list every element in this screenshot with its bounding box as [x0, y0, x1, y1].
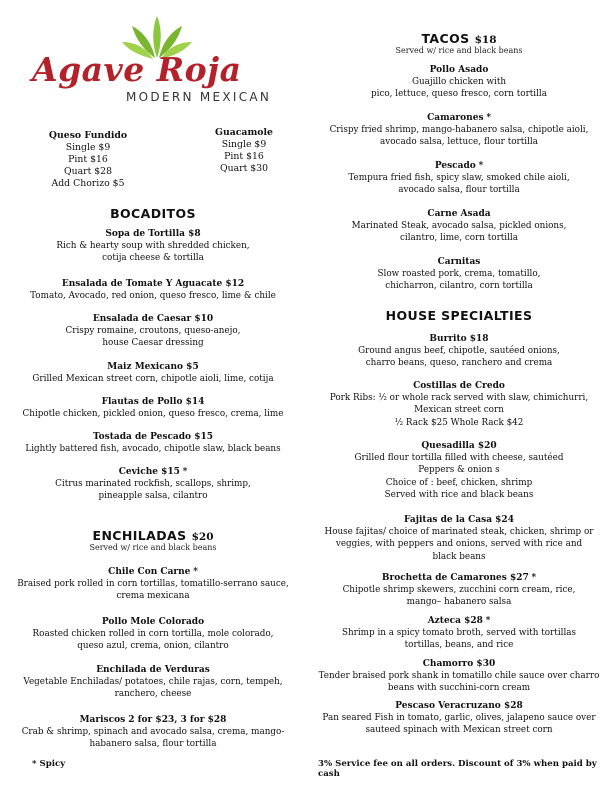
item-desc: house Caesar dressing — [102, 338, 204, 349]
item-desc: Crab & shrimp, spinach and avocado salsa, crema, mango- — [21, 727, 285, 738]
item-desc: Roasted chicken rolled in corn tortilla, mole colorado, — [32, 629, 274, 640]
menu-item — [310, 514, 608, 563]
item-desc: charro beans, queso, ranchero and crema — [365, 358, 553, 369]
item-name: Pollo Mole Colorado — [101, 617, 205, 627]
menu-item — [310, 440, 608, 501]
item-desc: mango– habanero salsa — [406, 597, 512, 608]
item-desc: Choice of : beef, chicken, shrimp — [385, 477, 533, 488]
item-name: Carnitas — [437, 257, 481, 267]
item-desc: sauteed spinach with Mexican street corn — [365, 725, 553, 736]
spicy-label: Spicy — [39, 759, 66, 769]
spicy-star-icon: * — [182, 467, 188, 477]
item-name: Enchilada de Verduras — [96, 665, 210, 675]
menu-item — [310, 256, 608, 293]
item-desc: Rich & hearty soup with shredded chicken, — [56, 241, 250, 252]
menu-item — [4, 278, 302, 302]
menu-item — [4, 466, 302, 503]
brand-tagline: MODERN MEXICAN — [126, 90, 272, 104]
menu-item — [4, 616, 302, 653]
spicy-star-icon: * — [32, 759, 37, 769]
spicy-star-icon: * — [485, 616, 491, 626]
item-desc: cotija cheese & tortilla — [102, 253, 204, 264]
brand-logo — [30, 14, 280, 106]
item-name: Brochetta de Camarones $27 — [381, 573, 529, 583]
spicy-star-icon: * — [531, 573, 537, 583]
spicy-legend — [32, 759, 65, 769]
guacamole-title: Guacamole — [215, 127, 273, 138]
item-desc: Ground angus beef, chipotle, sautéed onions, — [358, 346, 560, 357]
menu-item — [4, 566, 302, 603]
item-name: Mariscos 2 for $23, 3 for $28 — [79, 715, 227, 725]
item-desc: Crispy fried shrimp, mango-habanero salsa, chipotle aioli, — [329, 125, 589, 136]
item-name: Ceviche $15 — [118, 467, 180, 477]
menu-item — [310, 700, 608, 737]
item-name: Azteca $28 — [427, 616, 483, 626]
price-line: Quart $28 — [63, 166, 113, 177]
item-desc: pico, lettuce, queso fresco, corn tortilla — [371, 89, 547, 100]
item-name: Pescado — [434, 161, 476, 171]
item-name: Camarones — [427, 113, 484, 123]
item-desc: Citrus marinated rockfish, scallops, shrimp, — [55, 479, 251, 490]
item-name: Costillas de Credo — [413, 381, 505, 391]
price-line: Pint $16 — [224, 151, 264, 162]
menu-item — [310, 615, 608, 652]
item-desc: Lightly battered fish, avocado, chipotle slaw, black beans — [25, 444, 281, 455]
house-specialties-heading: HOUSE SPECIALTIES — [385, 308, 533, 323]
item-desc: veggies, with peppers and onions, served with rice and — [335, 539, 583, 550]
price-line: Single $9 — [65, 142, 111, 153]
menu-item — [310, 572, 608, 609]
menu-item — [310, 64, 608, 101]
queso-fundido-block — [38, 130, 138, 190]
menu-item — [310, 112, 608, 149]
queso-fundido-title: Queso Fundido — [48, 130, 128, 141]
item-name: Sopa de Tortilla $8 — [105, 229, 201, 239]
item-desc: avocado salsa, flour tortilla — [398, 185, 520, 196]
enchiladas-price: $20 — [191, 531, 214, 543]
item-name: Carne Asada — [427, 209, 491, 219]
item-desc: Tempura fried fish, spicy slaw, smoked chile aioli, — [348, 173, 570, 184]
spicy-star-icon: * — [486, 113, 491, 123]
item-desc: Grilled flour tortilla filled with cheese, sautéed — [354, 453, 564, 464]
price-line: Quart $30 — [219, 163, 269, 174]
menu-item — [4, 228, 302, 265]
item-desc: pineapple salsa, cilantro — [98, 491, 208, 502]
item-desc: Pork Ribs: ½ or whole rack served with slaw, chimichurri, — [329, 393, 589, 404]
item-desc: Shrimp in a spicy tomato broth, served with tortillas — [341, 628, 577, 639]
brand-name: Agave Roja — [32, 50, 242, 89]
item-name: Burrito $18 — [429, 334, 489, 344]
item-desc: habanero salsa, flour tortilla — [89, 739, 217, 750]
price-line: Pint $16 — [68, 154, 108, 165]
item-name: Flautas de Pollo $14 — [101, 397, 205, 407]
item-name: Pescaso Veracruzano $28 — [395, 701, 523, 711]
item-name: Pollo Asado — [429, 65, 489, 75]
item-desc: Pan seared Fish in tomato, garlic, olives, jalapeno sauce over — [322, 713, 596, 724]
tacos-heading: TACOS — [421, 31, 470, 46]
item-name: Ensalada de Tomate Y Aguacate $12 — [61, 279, 245, 289]
item-desc: tortillas, beans, and rice — [404, 640, 514, 651]
menu-item — [4, 361, 302, 385]
item-desc: avocado salsa, lettuce, flour tortilla — [380, 137, 538, 148]
item-desc: Marinated Steak, avocado salsa, pickled onions, — [351, 221, 567, 232]
item-desc: Chipotle shrimp skewers, zucchini corn cream, rice, — [342, 585, 576, 596]
item-name: Quesadilla $20 — [421, 441, 497, 451]
item-desc: Vegetable Enchiladas/ potatoes, chile rajas, corn, tempeh, — [23, 677, 283, 688]
item-name: Fajitas de la Casa $24 — [404, 515, 514, 525]
item-desc: Mexican street corn — [414, 405, 504, 416]
guacamole-block — [202, 127, 286, 175]
item-desc: queso azul, crema, onion, cilantro — [77, 641, 229, 652]
menu-item — [310, 160, 608, 197]
item-desc: Peppers & onion s — [418, 465, 500, 476]
item-desc: beans with succhini-corn cream — [387, 683, 531, 694]
item-name: Chile Con Carne — [108, 567, 191, 577]
bocaditos-heading: BOCADITOS — [110, 206, 196, 221]
item-name: Tostada de Pescado $15 — [93, 432, 213, 442]
menu-item — [4, 714, 302, 751]
menu-item — [4, 664, 302, 701]
item-desc: Braised pork rolled in corn tortillas, tomatillo-serrano sauce, — [17, 579, 289, 590]
tacos-price: $18 — [474, 34, 497, 46]
item-desc: Tender braised pork shank in tomatillo chile sauce over charro — [318, 671, 600, 682]
menu-item — [4, 313, 302, 350]
enchiladas-subtitle: Served w/ rice and black beans — [89, 543, 217, 552]
item-name: Ensalada de Caesar $10 — [92, 314, 214, 324]
item-desc: Slow roasted pork, crema, tomatillo, — [377, 269, 541, 280]
tacos-subtitle: Served w/ rice and black beans — [395, 46, 523, 55]
enchiladas-heading: ENCHILADAS — [92, 528, 187, 543]
item-desc: Chipotle chicken, pickled onion, queso fresco, crema, lime — [22, 409, 284, 420]
menu-item — [4, 396, 302, 420]
item-desc: black beans — [432, 551, 486, 562]
item-desc: ½ Rack $25 Whole Rack $42 — [394, 417, 524, 428]
spicy-star-icon: * — [193, 567, 198, 577]
item-desc: House fajitas/ choice of marinated steak, chicken, shrimp or — [324, 527, 594, 538]
service-fee-note: 3% Service fee on all orders. Discount of 3% when paid by cash — [318, 759, 597, 779]
menu-item — [310, 380, 608, 429]
enchiladas-header — [0, 525, 306, 544]
price-line: Single $9 — [221, 139, 267, 150]
item-desc: Served with rice and black beans — [384, 489, 534, 500]
item-desc: Crispy romaine, croutons, queso-anejo, — [65, 326, 241, 337]
menu-item — [310, 333, 608, 370]
menu-item — [310, 208, 608, 245]
item-desc: cilantro, lime, corn tortilla — [399, 233, 518, 244]
item-desc: Tomato, Avocado, red onion, queso fresco, lime & chile — [30, 291, 276, 302]
menu-item — [4, 431, 302, 455]
tacos-header — [306, 28, 612, 47]
item-name: Maiz Mexicano $5 — [107, 362, 199, 372]
item-desc: Guajillo chicken with — [411, 77, 507, 88]
item-desc: Grilled Mexican street corn, chipotle aioli, lime, cotija — [32, 374, 274, 385]
item-desc: chicharron, cilantro, corn tortilla — [385, 281, 533, 292]
item-name: Chamorro $30 — [422, 659, 496, 669]
menu-item — [310, 658, 608, 695]
price-line: Add Chorizo $5 — [51, 178, 125, 189]
spicy-star-icon: * — [478, 161, 484, 171]
item-desc: crema mexicana — [116, 591, 190, 602]
item-desc: ranchero, cheese — [114, 689, 192, 700]
